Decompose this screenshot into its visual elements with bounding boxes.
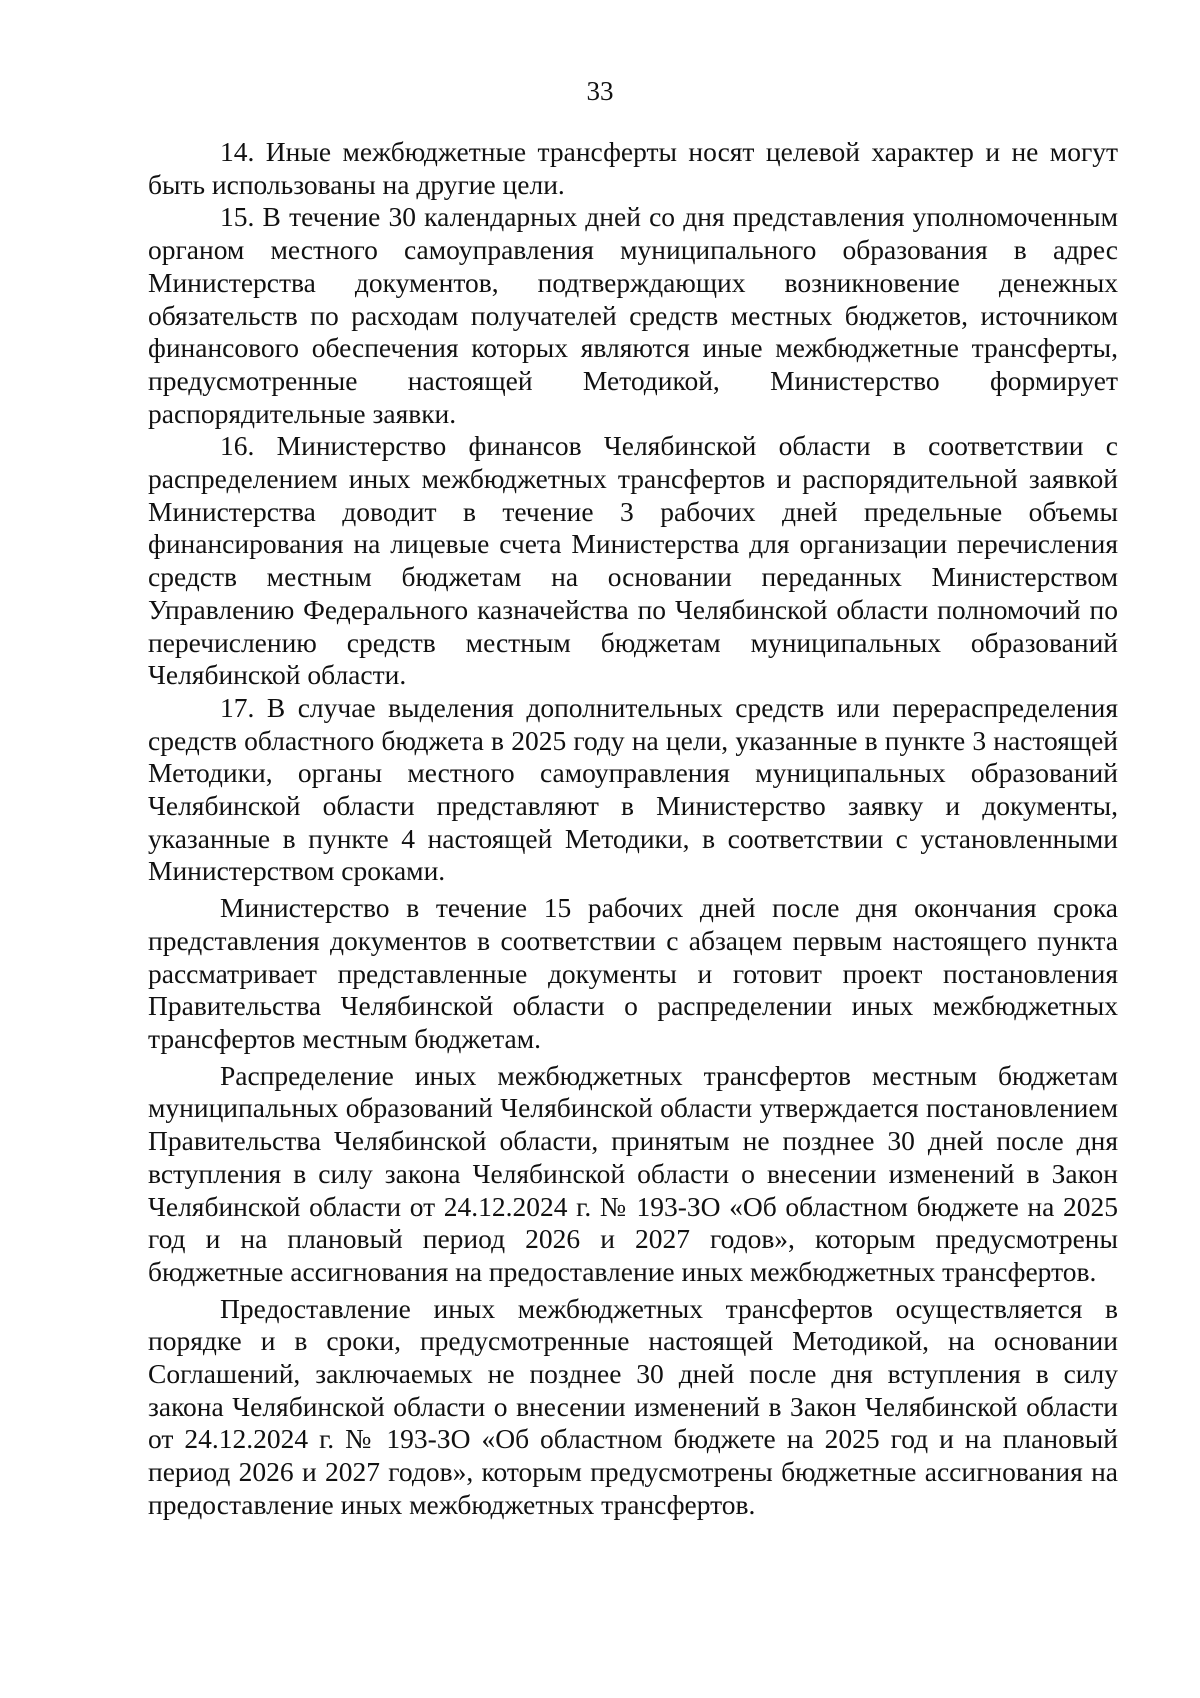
paragraph-17: 17. В случае выделения дополнительных средств или перераспределения средств областного бюджета в 2025 году на цели, указанные в пункте 3 настоящей Методики, органы местного самоуправления муниципальных образований Челябинской области представляют в Министерство заявку и документы, указанные в пункте 4 настоящей Методики, в соответствии с установленными Министерством сроками.	[148, 691, 1118, 887]
paragraph-14: 14. Иные межбюджетные трансферты носят целевой характер и не могут быть использованы на другие цели.	[148, 136, 1118, 200]
paragraph-15: 15. В течение 30 календарных дней со дня представления уполномоченным органом местного самоуправления муниципального образования в адрес Министерства документов, подтверждающих возникновение денежных обязательств по расходам получателей средств местных бюджетов, источником финансового обеспечения которых являются иные межбюджетные трансферты, предусмотренные настоящей Методикой, Министерство формирует распорядительные заявки.	[148, 201, 1118, 429]
paragraph-17-subsection-4: Предоставление иных межбюджетных трансфертов осуществляется в порядке и в сроки, предусмотренные настоящей Методикой, на основании Соглашений, заключаемых не позднее 30 дней после дня вступления в силу закона Челябинской области о внесении изменений в Закон Челябинской области от 24.12.2024 г. № 193-ЗО «Об областном бюджете на 2025 год и на плановый период 2026 и 2027 годов», которым предусмотрены бюджетные ассигнования на предоставление иных межбюджетных трансфертов.	[148, 1292, 1118, 1520]
paragraph-16: 16. Министерство финансов Челябинской области в соответствии с распределением иных межбюджетных трансфертов и распорядительной заявкой Министерства доводит в течение 3 рабочих дней предельные объемы финансирования на лицевые счета Министерства для организации перечисления средств местным бюджетам на основании переданных Министерством Управлению Федерального казначейства по Челябинской области полномочий по перечислению средств местным бюджетам муниципальных образований Челябинской области.	[148, 430, 1118, 691]
page-number: 33	[586, 76, 614, 106]
document-body	[148, 136, 1118, 1522]
paragraph-17-subsection-2: Министерство в течение 15 рабочих дней после дня окончания срока представления документов в соответствии с абзацем первым настоящего пункта рассматривает представленные документы и готовит проект постановления Правительства Челябинской области о распределении иных межбюджетных трансфертов местным бюджетам.	[148, 892, 1118, 1054]
paragraph-17-subsection-3: Распределение иных межбюджетных трансфертов местным бюджетам муниципальных образований Челябинской области утверждается постановлением Правительства Челябинской области, принятым не позднее 30 дней после дня вступления в силу закона Челябинской области о внесении изменений в Закон Челябинской области от 24.12.2024 г. № 193-ЗО «Об областном бюджете на 2025 год и на плановый период 2026 и 2027 годов», которым предусмотрены бюджетные ассигнования на предоставление иных межбюджетных трансфертов.	[148, 1059, 1118, 1287]
